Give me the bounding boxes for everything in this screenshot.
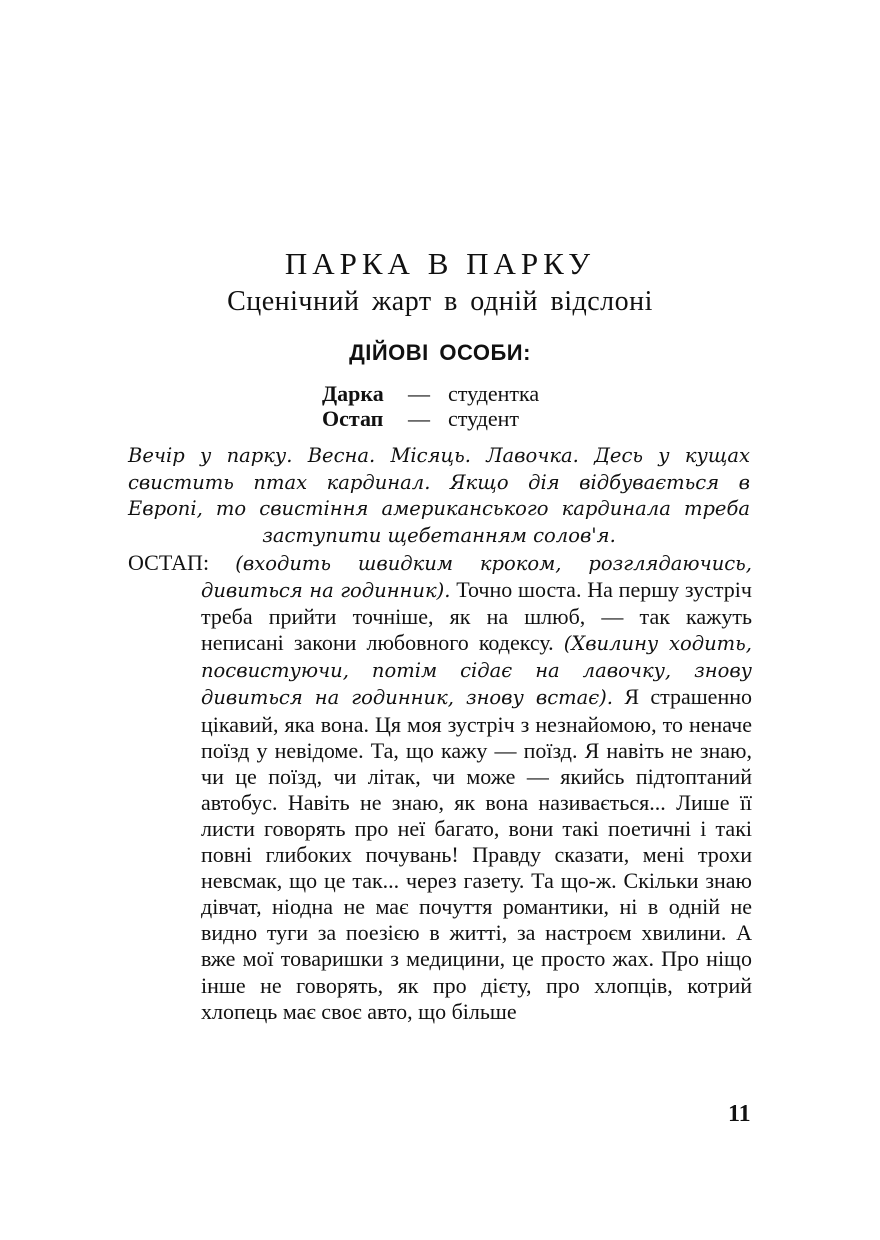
- character-role: студентка: [448, 381, 540, 406]
- cast-dash: —: [408, 406, 430, 431]
- stage-direction: Вечір у парку. Весна. Місяць. Лавочка. Десь у кущах свистить птах кардинал. Якщо дія відбувається в Европі, то свистіння американського кардинала треба заступити щебетанням солов'я.: [128, 444, 750, 547]
- speech-text: Точно шоста. На першу зустріч треба прийти точніше, як на шлюб, — так кажуть неписані закони любовного кодексу.: [201, 577, 752, 656]
- dialogue-block: [128, 550, 752, 1025]
- cast-dash: —: [408, 381, 430, 406]
- stage-direction-inline: (Хвилину ходить, посвистуючи, потім сідає на лавочку, знову дивиться на годинник, знову встає).: [201, 632, 752, 710]
- cast-heading: ДІЙОВІ ОСОБИ:: [349, 340, 531, 365]
- speaker-label: ОСТАП:: [128, 550, 210, 575]
- stage-direction-inline: (входить швидким кроком, розглядаючись, дивиться на годинник).: [201, 552, 753, 603]
- character-role: студент: [448, 406, 520, 431]
- speech-text: Я страшенно цікавий, яка вона. Ця моя зустріч з незнайомою, то неначе поїзд у невідоме. Та, що кажу — поїзд. Я навіть не знаю, чи це поїзд, чи літак, чи може — якийсь підтоптаний автобус. Навіть не знаю, як вона називається... Лише її листи говорять про неї багато, вони такі поетичні і такі повні глибоких почувань! Правду сказати, мені трохи невсмак, що це так... через газету. Та що-ж. Скільки знаю дівчат, ніодна не має почуття романтики, ні в одній не видно туги за поезією в житті, за настроєм хвилини. А вже мої товаришки з медицини, це просто жах. Про ніщо інше не говорять, як про дієту, про хлопців, котрий хлопець має своє авто, що більше: [201, 684, 752, 1024]
- speech-body: [128, 550, 752, 1025]
- character-name: Остап: [322, 406, 384, 431]
- cast-entry: [322, 406, 539, 431]
- play-subtitle: Сценічний жарт в одній відслоні: [227, 286, 653, 317]
- character-name: Дарка: [322, 381, 384, 406]
- cast-entry: [322, 381, 539, 406]
- page-number: 11: [728, 1101, 751, 1127]
- play-title: ПАРКА В ПАРКУ: [284, 246, 596, 281]
- cast-list: [322, 381, 539, 431]
